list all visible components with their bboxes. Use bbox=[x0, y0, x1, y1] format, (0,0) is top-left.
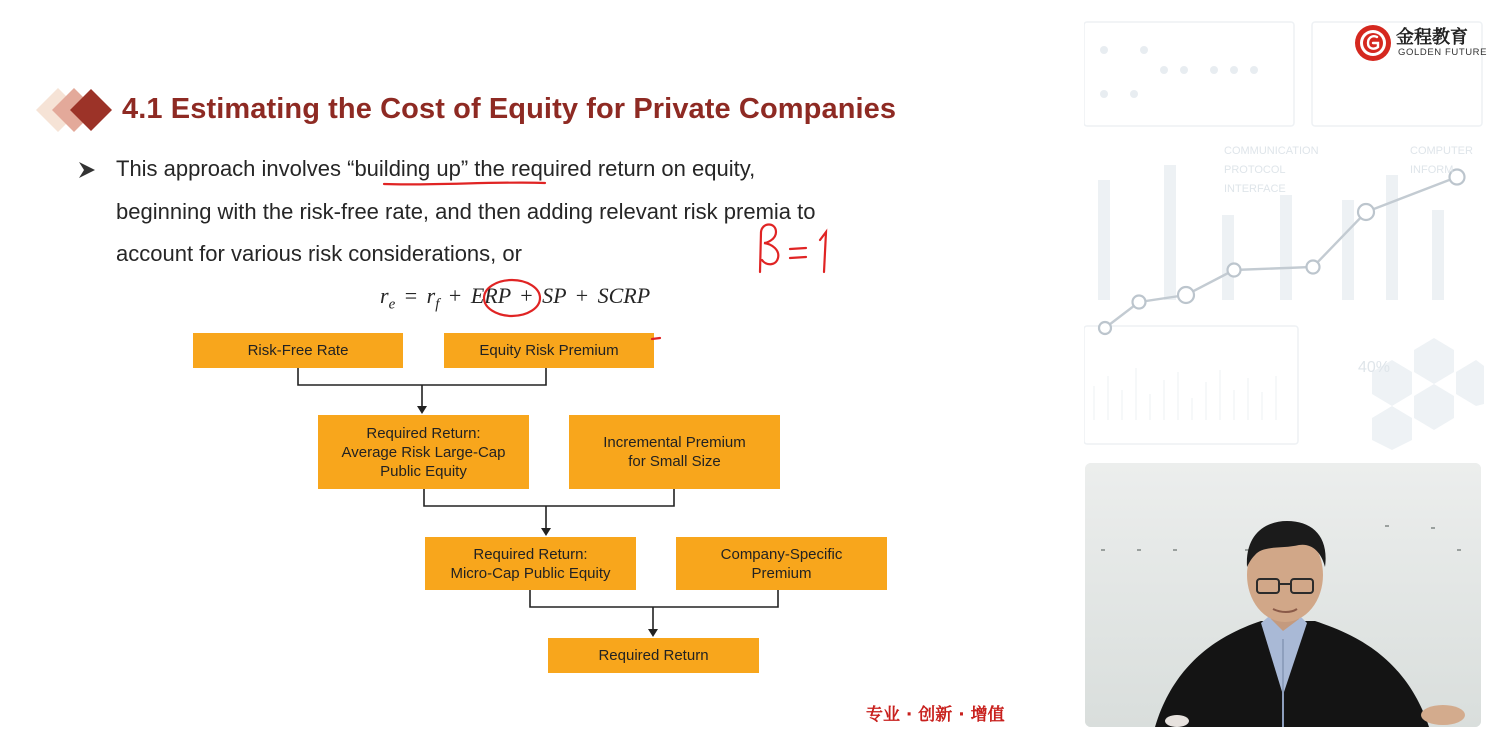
formula-plus: + bbox=[448, 283, 462, 308]
box-risk-free-rate: Risk-Free Rate bbox=[193, 333, 403, 368]
brand-name-en: GOLDEN FUTURE bbox=[1398, 47, 1488, 58]
presenter-video-icon bbox=[1085, 463, 1481, 727]
formula-erp: ERP bbox=[470, 283, 511, 308]
golden-future-logo-icon bbox=[1354, 24, 1392, 62]
bullet-line-3: account for various risk considerations, or bbox=[116, 241, 522, 266]
box-small-size-premium: Incremental Premium for Small Size bbox=[569, 415, 780, 489]
slide-title: 4.1 Estimating the Cost of Equity for Private Companies bbox=[122, 93, 897, 125]
footer-slogan: 专业 · 创新 · 增值 bbox=[866, 705, 1005, 725]
brand-logo bbox=[1354, 22, 1488, 62]
formula-rf: $r_f$ bbox=[426, 283, 440, 313]
formula-sp: SP bbox=[542, 283, 567, 308]
faint-infographic-label: COMPUTER INFORM bbox=[1410, 145, 1473, 176]
formula-re: $r_e$ bbox=[380, 283, 396, 313]
box-equity-risk-premium: Equity Risk Premium bbox=[444, 333, 654, 368]
formula-plus: + bbox=[520, 283, 533, 308]
brand-name-cn: 金程教育 bbox=[1396, 27, 1468, 48]
box-large-cap-return: Required Return: Average Risk Large-Cap Public Equity bbox=[318, 415, 529, 489]
decorative-infographic bbox=[1084, 20, 1484, 450]
formula-equals: = bbox=[404, 283, 418, 308]
faint-infographic-label: 40% bbox=[1358, 359, 1391, 376]
bullet-line-2: beginning with the risk-free rate, and then adding relevant risk premia to bbox=[116, 199, 816, 224]
bullet-line-1: This approach involves “building up” the required return on equity, bbox=[116, 156, 756, 181]
box-micro-cap-return: Required Return: Micro-Cap Public Equity bbox=[425, 537, 636, 590]
presenter-webcam bbox=[1085, 463, 1481, 727]
formula-scrp: SCRP bbox=[597, 283, 651, 308]
arrow-head-icon bbox=[541, 528, 551, 536]
formula-plus: + bbox=[575, 283, 589, 308]
faint-infographic-label: COMMUNICATION PROTOCOL INTERFACE bbox=[1224, 145, 1319, 195]
box-required-return: Required Return bbox=[548, 638, 759, 673]
arrow-head-icon bbox=[648, 629, 658, 637]
box-company-specific-premium: Company-Specific Premium bbox=[676, 537, 887, 590]
arrow-head-icon bbox=[417, 406, 427, 414]
